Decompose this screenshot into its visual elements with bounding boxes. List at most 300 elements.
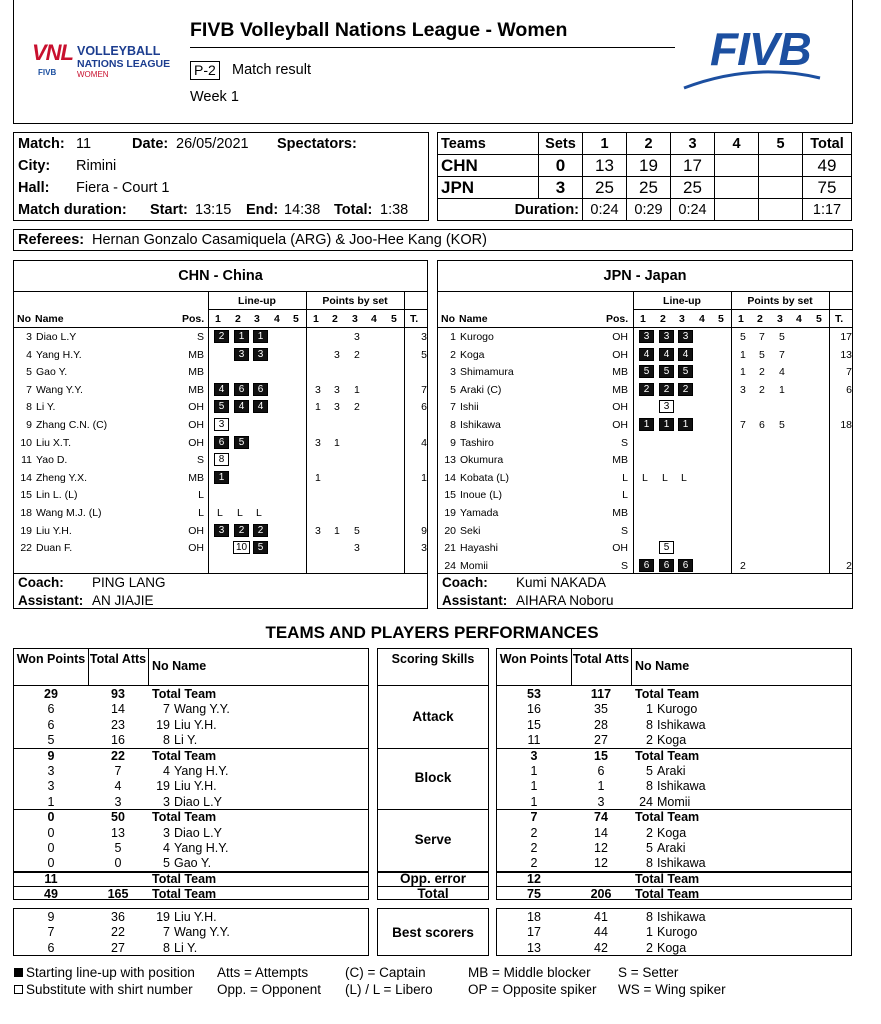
player-number: 20 xyxy=(444,524,456,537)
player-number: 3 xyxy=(163,825,170,840)
total-points: 17 xyxy=(840,331,852,343)
won-points: 1 xyxy=(530,779,538,794)
player-row xyxy=(438,557,851,575)
player-name: Koga xyxy=(460,348,485,361)
score-row-chn xyxy=(438,155,852,177)
set-points: 1 xyxy=(354,383,360,396)
player-number: 18 xyxy=(20,507,32,519)
player-name: Kurogo xyxy=(657,925,698,940)
total-points: 18 xyxy=(840,419,852,431)
player-name: Okumura xyxy=(460,454,504,467)
starting-position-box: 3 xyxy=(253,348,268,361)
referees-names: Hernan Gonzalo Casamiquela (ARG) & Joo-Hee Kang (KOR) xyxy=(92,232,487,248)
page-title: FIVB Volleyball Nations League - Women xyxy=(190,19,568,41)
total-atts-header: Total Atts xyxy=(89,652,147,666)
player-name: Wang Y.Y. xyxy=(36,383,83,396)
total-atts: 23 xyxy=(111,717,125,732)
libero-mark: L xyxy=(642,471,648,484)
starting-position-box: 6 xyxy=(234,383,249,396)
lineup-col-1: 1 xyxy=(640,313,646,325)
legend-op: OP = Opposite spiker xyxy=(468,982,597,997)
total-points: 75 xyxy=(803,177,852,199)
libero-mark: L xyxy=(662,471,668,484)
player-number: 19 xyxy=(156,910,170,924)
player-name: Total Team xyxy=(152,887,217,902)
no-name-header: No Name xyxy=(152,659,207,673)
won-points: 1 xyxy=(47,794,55,809)
won-points: 6 xyxy=(47,702,55,717)
no-header: No xyxy=(17,313,31,325)
player-number: 8 xyxy=(646,910,653,924)
lineup-col-2: 2 xyxy=(235,313,241,325)
jpn-roster-panel xyxy=(437,260,853,609)
pos-header: Pos. xyxy=(182,313,205,325)
name-header: Name xyxy=(35,313,64,325)
set-points: 3 xyxy=(334,383,340,396)
player-name: Yang H.Y. xyxy=(174,841,229,855)
player-position: OH xyxy=(612,348,628,361)
set-points: 5 xyxy=(740,331,746,343)
player-row xyxy=(14,416,427,434)
col-divider xyxy=(631,649,632,685)
player-number: 24 xyxy=(444,559,456,572)
player-name: Kurogo xyxy=(657,702,698,717)
player-name: Ishikawa xyxy=(460,419,501,431)
scoring-skills-header: Scoring Skills xyxy=(391,652,475,666)
match-date: 26/05/2021 xyxy=(176,136,249,152)
total-atts: 22 xyxy=(111,748,125,763)
player-number: 2 xyxy=(646,825,653,840)
player-row xyxy=(14,363,427,381)
player-number: 7 xyxy=(163,925,170,940)
set-points: 2 xyxy=(759,383,765,396)
title-rule xyxy=(14,291,427,292)
player-name: Tashiro xyxy=(460,436,494,449)
player-position: OH xyxy=(612,419,628,431)
column-headers xyxy=(438,310,852,328)
set1-header: 1 xyxy=(583,133,627,155)
skill-label: Block xyxy=(414,770,452,786)
starting-position-box: 5 xyxy=(253,541,268,554)
team-title: JPN - Japan xyxy=(603,268,687,284)
player-row xyxy=(438,381,851,399)
starting-position-box: 2 xyxy=(214,330,229,343)
player-row xyxy=(438,346,851,364)
set-points: 1 xyxy=(740,366,746,379)
header-rule xyxy=(497,685,851,686)
set-points: 6 xyxy=(759,419,765,431)
player-row xyxy=(14,504,427,522)
set-col-2: 2 xyxy=(332,313,338,325)
legend-setter: S = Setter xyxy=(618,965,679,980)
won-points: 75 xyxy=(527,887,541,902)
player-number: 1 xyxy=(646,702,653,717)
set-col-5: 5 xyxy=(816,313,822,325)
won-points: 11 xyxy=(527,733,541,748)
player-position: S xyxy=(620,436,628,449)
player-name: Lin L. (L) xyxy=(36,489,78,502)
starting-position-box: 4 xyxy=(639,348,654,361)
set-points: 7 xyxy=(779,348,785,361)
player-name: Diao L.Y xyxy=(174,825,222,840)
title-rule xyxy=(438,291,852,292)
won-points: 2 xyxy=(530,825,538,840)
won-points: 3 xyxy=(47,779,55,794)
set-points: 1 xyxy=(779,383,785,396)
player-row xyxy=(14,469,427,487)
coach-rule xyxy=(14,573,427,574)
player-position: L xyxy=(622,489,628,502)
legend xyxy=(14,964,864,1004)
duration-row xyxy=(438,199,852,221)
won-points-header: Won Points xyxy=(499,652,569,666)
player-name: Ishii xyxy=(460,401,479,414)
set3-points: 17 xyxy=(671,155,715,177)
set-col-3: 3 xyxy=(777,313,783,325)
player-name: Hayashi xyxy=(460,542,498,555)
player-position: OH xyxy=(188,436,204,449)
set-points: 4 xyxy=(779,366,785,379)
total-atts: 74 xyxy=(594,810,608,825)
set3-header: 3 xyxy=(671,133,715,155)
player-name: Ishikawa xyxy=(657,779,706,794)
starter-square-icon xyxy=(14,968,23,977)
starting-position-box: 2 xyxy=(639,383,654,396)
won-points: 18 xyxy=(527,910,541,924)
total-atts: 12 xyxy=(594,856,608,871)
set-points: 3 xyxy=(315,524,321,537)
total-atts: 206 xyxy=(590,887,612,902)
starting-position-box: 3 xyxy=(639,330,654,343)
player-number: 2 xyxy=(450,348,456,361)
won-points: 0 xyxy=(47,856,55,871)
total-atts: 15 xyxy=(594,748,608,763)
player-number: 5 xyxy=(26,366,32,379)
player-name: Total Team xyxy=(635,887,700,902)
player-number: 14 xyxy=(444,471,456,484)
player-position: L xyxy=(198,507,204,519)
jpn-best-scorers xyxy=(496,908,852,956)
player-number: 3 xyxy=(450,366,456,379)
set2-duration: 0:29 xyxy=(627,199,671,221)
player-name: Liu X.T. xyxy=(36,436,72,449)
won-points: 1 xyxy=(530,794,538,809)
player-number: 9 xyxy=(26,419,32,431)
player-number: 5 xyxy=(163,856,170,871)
start-value: 13:15 xyxy=(195,202,232,218)
spectators-label: Spectators: xyxy=(277,136,357,152)
player-name: Gao Y. xyxy=(174,856,212,871)
legend-substitute: Substitute with shirt number xyxy=(26,982,193,997)
won-points: 0 xyxy=(47,825,55,840)
player-number: 7 xyxy=(26,383,32,396)
won-points-header: Won Points xyxy=(16,652,86,666)
player-position: MB xyxy=(188,348,204,361)
won-points: 2 xyxy=(530,841,538,855)
legend-starting: Starting line-up with position xyxy=(26,965,195,980)
col-divider xyxy=(88,649,89,685)
match-label: Match: xyxy=(18,136,65,152)
pos-header: Pos. xyxy=(606,313,629,325)
player-number: 8 xyxy=(26,401,32,414)
referees-label: Referees: xyxy=(18,232,85,248)
set-col-1: 1 xyxy=(738,313,744,325)
player-row xyxy=(14,381,427,399)
coach-label: Coach: xyxy=(442,575,488,590)
team-title: CHN - China xyxy=(178,268,263,284)
lineup-col-5: 5 xyxy=(293,313,299,325)
total-atts: 5 xyxy=(114,841,122,855)
total-label: Total: xyxy=(334,202,373,218)
legend-mb: MB = Middle blocker xyxy=(468,965,591,980)
player-number: 8 xyxy=(163,733,170,748)
won-points: 12 xyxy=(527,871,541,886)
team-name: JPN xyxy=(438,177,539,199)
hall-label: Hall: xyxy=(18,180,50,196)
skill-label: Total xyxy=(417,885,449,901)
total-points: 3 xyxy=(421,331,427,343)
no-name-header: No Name xyxy=(635,659,690,673)
total-atts: 3 xyxy=(114,794,122,809)
player-row xyxy=(14,451,427,469)
set-points: 1 xyxy=(315,401,321,414)
starting-position-box: 1 xyxy=(659,418,674,431)
player-number: 8 xyxy=(163,940,170,955)
set4-points xyxy=(715,177,759,199)
total-atts: 14 xyxy=(594,825,608,840)
starting-position-box: 5 xyxy=(639,365,654,378)
won-points: 29 xyxy=(44,687,58,701)
player-number: 19 xyxy=(156,779,170,794)
player-number: 8 xyxy=(646,779,653,794)
section-rule xyxy=(378,748,488,749)
set-col-4: 4 xyxy=(796,313,802,325)
player-name: Momii xyxy=(657,794,691,809)
total-points: 6 xyxy=(421,401,427,414)
player-name: Li Y. xyxy=(174,733,198,748)
starting-position-box: 5 xyxy=(659,365,674,378)
set-points: 2 xyxy=(354,401,360,414)
logo-line-2: NATIONS LEAGUE xyxy=(77,58,171,70)
set5-points xyxy=(759,177,803,199)
set-col-1: 1 xyxy=(313,313,319,325)
fivb-swoosh-icon xyxy=(682,66,822,92)
won-points: 9 xyxy=(47,748,55,763)
total-points: 13 xyxy=(840,348,852,361)
starting-position-box: 3 xyxy=(659,330,674,343)
player-name: Li Y. xyxy=(36,401,56,414)
set-points: 5 xyxy=(354,524,360,537)
doc-code: P-2 xyxy=(190,61,220,80)
total-points: 4 xyxy=(421,436,427,449)
player-position: OH xyxy=(188,419,204,431)
player-row xyxy=(438,522,851,540)
score-table xyxy=(437,132,852,221)
player-position: S xyxy=(196,331,204,343)
total-atts: 117 xyxy=(590,687,612,701)
set-points: 3 xyxy=(315,383,321,396)
total-atts: 1 xyxy=(597,779,605,794)
set4-duration xyxy=(715,199,759,221)
player-name: Shimamura xyxy=(460,366,514,379)
lineup-col-3: 3 xyxy=(679,313,685,325)
set-points: 7 xyxy=(759,331,765,343)
player-number: 19 xyxy=(20,524,32,537)
player-name: Liu Y.H. xyxy=(174,910,217,924)
set4-header: 4 xyxy=(715,133,759,155)
legend-ws: WS = Wing spiker xyxy=(618,982,726,997)
player-row xyxy=(438,504,851,522)
set5-duration xyxy=(759,199,803,221)
player-number: 14 xyxy=(20,471,32,484)
player-row xyxy=(14,539,427,557)
set2-header: 2 xyxy=(627,133,671,155)
jpn-performance-table xyxy=(496,648,852,900)
player-position: MB xyxy=(188,366,204,379)
coach-name: PING LANG xyxy=(92,575,166,590)
legend-libero: (L) / L = Libero xyxy=(345,982,433,997)
starting-position-box: 4 xyxy=(253,400,268,413)
player-number: 2 xyxy=(646,733,653,748)
player-name: Total Team xyxy=(635,810,700,825)
player-name: Liu Y.H. xyxy=(36,524,72,537)
end-label: End: xyxy=(246,202,279,218)
starting-position-box: 5 xyxy=(234,436,249,449)
legend-atts: Atts = Attempts xyxy=(217,965,309,980)
player-number: 8 xyxy=(646,856,653,871)
vnl-logo-mark: VNL xyxy=(32,40,73,65)
set-points: 2 xyxy=(740,559,746,572)
starting-position-box: 3 xyxy=(214,524,229,537)
player-number: 9 xyxy=(450,436,456,449)
total-points: 3 xyxy=(421,542,427,555)
total-atts-header: Total Atts xyxy=(572,652,630,666)
player-row xyxy=(438,539,851,557)
column-headers xyxy=(14,310,427,328)
won-points: 0 xyxy=(47,841,55,855)
points-by-set-header: Points by set xyxy=(747,295,813,307)
total-atts: 35 xyxy=(594,702,608,717)
player-name: Wang Y.Y. xyxy=(174,702,230,717)
player-name: Zhang C.N. (C) xyxy=(36,419,108,431)
player-number: 5 xyxy=(450,383,456,396)
starting-position-box: 6 xyxy=(639,559,654,572)
won-points: 11 xyxy=(44,871,58,886)
total-atts: 27 xyxy=(111,940,125,955)
week-label: Week 1 xyxy=(190,89,239,105)
player-position: MB xyxy=(612,383,628,396)
set2-points: 19 xyxy=(627,155,671,177)
col-divider xyxy=(148,649,149,685)
player-row xyxy=(438,398,851,416)
player-name: Wang M.J. (L) xyxy=(36,507,102,519)
vnl-logo xyxy=(32,40,192,82)
starting-position-box: 4 xyxy=(234,400,249,413)
total-header: T. xyxy=(835,313,844,325)
header-rule xyxy=(378,685,488,686)
total-atts: 14 xyxy=(111,702,125,717)
header-rule xyxy=(14,685,368,686)
score-row-jpn xyxy=(438,177,852,199)
best-scorers-label: Best scorers xyxy=(392,925,474,940)
player-position: S xyxy=(620,524,628,537)
player-row xyxy=(14,346,427,364)
match-number: 11 xyxy=(76,136,92,152)
player-name: Momii xyxy=(460,559,488,572)
set-points: 3 xyxy=(354,331,360,343)
won-points: 15 xyxy=(527,717,541,732)
lineup-col-5: 5 xyxy=(718,313,724,325)
won-points: 6 xyxy=(47,717,55,732)
total-atts: 50 xyxy=(111,810,125,825)
fivb-small-mark: FIVB xyxy=(38,68,57,77)
player-row xyxy=(14,522,427,540)
player-number: 10 xyxy=(20,436,32,449)
won-points: 3 xyxy=(47,764,55,778)
player-number: 3 xyxy=(26,331,32,343)
starting-position-box: 1 xyxy=(234,330,249,343)
total-atts: 165 xyxy=(107,887,129,902)
player-row xyxy=(438,416,851,434)
starting-position-box: 1 xyxy=(639,418,654,431)
set-points: 1 xyxy=(334,436,340,449)
player-position: MB xyxy=(612,507,628,519)
player-number: 8 xyxy=(646,717,653,732)
set-points: 7 xyxy=(740,419,746,431)
player-number: 21 xyxy=(444,542,456,555)
skill-label: Attack xyxy=(412,708,454,724)
starting-position-box: 6 xyxy=(214,436,229,449)
player-name: Araki xyxy=(657,764,686,778)
player-name: Ishikawa xyxy=(657,717,706,732)
libero-mark: L xyxy=(237,507,243,519)
set-points: 2 xyxy=(354,348,360,361)
player-position: MB xyxy=(188,471,204,484)
starting-position-box: 5 xyxy=(214,400,229,413)
substitute-number-box: 3 xyxy=(659,400,674,413)
won-points: 7 xyxy=(530,810,538,825)
player-number: 1 xyxy=(450,331,456,343)
total-atts: 93 xyxy=(111,687,125,701)
starting-position-box: 2 xyxy=(253,524,268,537)
col-divider xyxy=(571,649,572,685)
coach-name: Kumi NAKADA xyxy=(516,575,607,590)
won-points: 2 xyxy=(530,856,538,871)
player-name: Kobata (L) xyxy=(460,471,510,484)
title-rule xyxy=(190,47,675,48)
name-header: Name xyxy=(459,313,488,325)
player-number: 5 xyxy=(646,841,653,855)
total-value: 1:38 xyxy=(380,202,409,218)
won-points: 53 xyxy=(527,687,541,701)
player-row xyxy=(14,328,427,346)
player-number: 4 xyxy=(26,348,32,361)
starting-position-box: 2 xyxy=(678,383,693,396)
logo-line-3: WOMEN xyxy=(77,70,109,79)
sets-header: Sets xyxy=(539,133,583,155)
logo-line-1: VOLLEYBALL xyxy=(77,44,161,58)
legend-captain: (C) = Captain xyxy=(345,965,426,980)
match-info-panel xyxy=(13,132,429,221)
player-name: Koga xyxy=(657,733,687,748)
won-points: 49 xyxy=(44,887,58,902)
player-name: Kurogo xyxy=(460,331,494,343)
player-name: Li Y. xyxy=(174,940,198,955)
skill-label: Opp. error xyxy=(399,870,466,886)
total-atts: 27 xyxy=(594,733,608,748)
set5-points xyxy=(759,155,803,177)
player-name: Total Team xyxy=(152,810,217,825)
